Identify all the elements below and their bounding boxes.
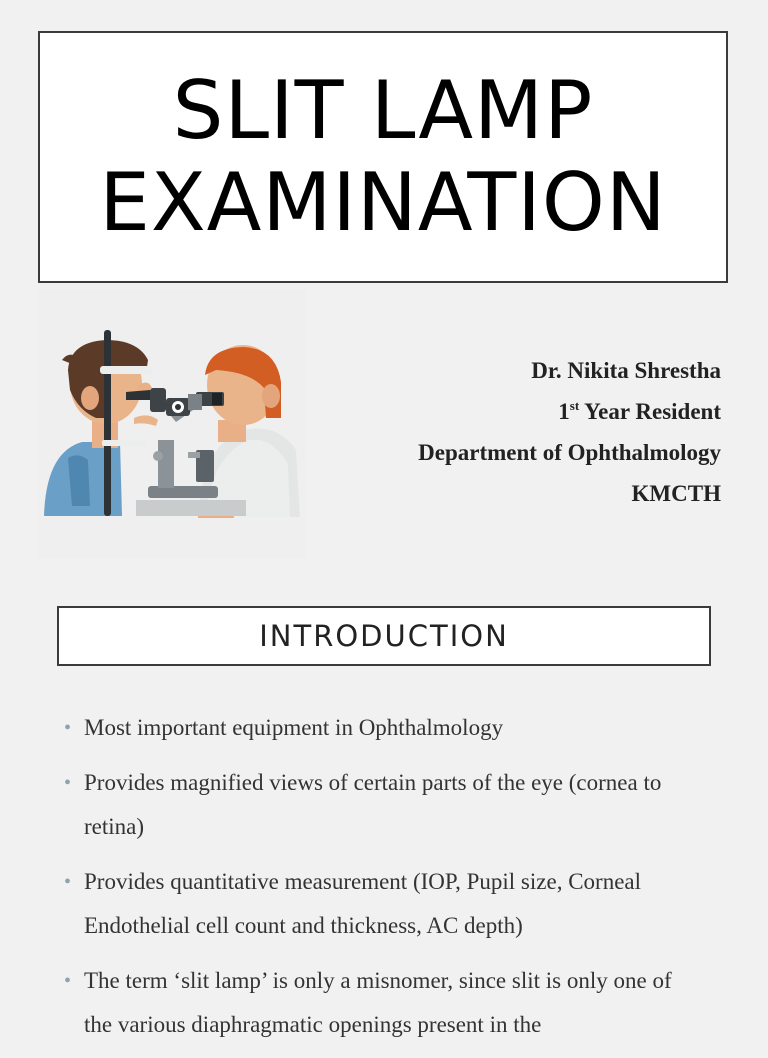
bullet-text: The term ‘slit lamp’ is only a misnomer, since slit is only one of the various diaphragmatic openings present in the: [84, 967, 672, 1037]
bullet-list: [62, 706, 702, 1058]
bullet-item: [62, 860, 702, 949]
author-name: Dr. Nikita Shrestha: [531, 358, 721, 383]
author-year-suffix: st: [569, 398, 580, 413]
author-year-rest: Year Resident: [579, 399, 721, 424]
slit-lamp-exam-svg: [38, 290, 306, 558]
title-line-1: SLIT LAMP: [172, 64, 594, 157]
bullet-item: [62, 706, 702, 751]
author-year: [321, 391, 721, 432]
bullet-dot-icon: •: [64, 969, 72, 992]
bullet-text: Provides quantitative measurement (IOP, Pupil size, Corneal Endothelial cell count and thickness, AC depth): [84, 868, 641, 938]
bullet-dot-icon: •: [64, 870, 72, 893]
bullet-dot-icon: •: [64, 771, 72, 794]
slit-lamp-exam-illustration: [38, 290, 306, 558]
bullet-item: [62, 761, 702, 850]
section-header-box: [57, 606, 711, 666]
bullet-text: Most important equipment in Ophthalmology: [84, 715, 504, 740]
bullet-text: Provides magnified views of certain parts of the eye (cornea to retina): [84, 769, 662, 839]
bullet-item: [62, 959, 702, 1048]
title-box: [38, 31, 728, 283]
author-institution: KMCTH: [631, 481, 721, 506]
author-block: [321, 350, 721, 514]
bullet-dot-icon: •: [64, 717, 72, 739]
author-year-number: 1: [558, 399, 570, 424]
author-department: Department of Ophthalmology: [418, 440, 721, 465]
section-title: INTRODUCTION: [259, 619, 509, 653]
title-line-2: EXAMINATION: [99, 156, 667, 249]
